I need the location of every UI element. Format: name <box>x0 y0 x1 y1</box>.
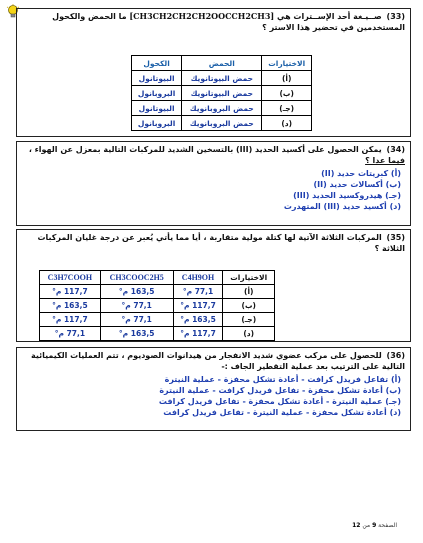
question-number: (36) <box>386 351 405 360</box>
question-36-options <box>22 374 401 418</box>
table-header-row <box>40 271 275 285</box>
value-cell: 117,7 م° <box>40 313 101 327</box>
ester-formula: [CH3CH2CH2CH2OOCCH2CH3] <box>129 11 275 21</box>
option-a[interactable]: (أ) كبريتات حديد (II) <box>321 169 401 178</box>
acid-cell: حمض البروبانويك <box>182 116 262 131</box>
page-number: 9 <box>372 522 377 529</box>
choice-label: (أ) <box>223 285 275 299</box>
choice-label: (ب) <box>262 86 312 101</box>
option-d[interactable]: (د) أكسيد حديد (III) المتهدرت <box>283 202 401 211</box>
table-row[interactable] <box>132 116 312 131</box>
value-cell: 163,5 م° <box>40 299 101 313</box>
question-33-text <box>22 11 405 33</box>
question-33 <box>16 8 411 137</box>
table-row[interactable] <box>40 313 275 327</box>
question-35-options-table <box>39 270 275 341</box>
choice-label: (أ) <box>262 71 312 86</box>
value-cell: 163,5 م° <box>173 313 223 327</box>
table-row[interactable] <box>132 101 312 116</box>
question-number: (33) <box>386 12 405 21</box>
value-cell: 117,7 م° <box>173 299 223 313</box>
value-cell: 77,1 م° <box>100 313 173 327</box>
question-36 <box>16 347 411 431</box>
table-row[interactable] <box>132 86 312 101</box>
choice-label: (د) <box>223 327 275 341</box>
choice-label: (جـ) <box>223 313 275 327</box>
question-34-options <box>22 168 401 212</box>
table-header-row <box>132 56 312 71</box>
question-33-text-after: ما الحمض والكحول المستخدمين في تحضير هذا الاستر ؟ <box>52 12 405 32</box>
option-a[interactable]: (أ) تفاعل فريدل كرافت - أعادة تشكل محفزة - عملية النيترة <box>164 375 401 384</box>
value-cell: 117,7 م° <box>173 327 223 341</box>
value-cell: 77,1 م° <box>40 327 101 341</box>
alcohol-cell: البروبانول <box>132 86 182 101</box>
option-b[interactable]: (ب) أعادة تشكل محفزة - تفاعل فريدل كرافت - عملية النيترة <box>159 386 401 395</box>
header-choices: الاختيارات <box>223 271 275 285</box>
question-35 <box>16 229 411 342</box>
footer-of: من <box>362 522 371 529</box>
page-total: 12 <box>352 522 361 529</box>
question-number: (34) <box>386 145 405 154</box>
acid-cell: حمض البيوتانويك <box>182 71 262 86</box>
header-choices: الاختيارات <box>262 56 312 71</box>
question-34-text <box>22 144 405 166</box>
question-number: (35) <box>386 233 405 242</box>
alcohol-cell: البيوتانول <box>132 101 182 116</box>
question-34-except: فيما عدا ؟ <box>365 156 405 165</box>
table-row[interactable] <box>40 327 275 341</box>
header-butanoic-acid: C3H7COOH <box>40 271 101 285</box>
question-35-body: المركبات الثلاثة الآتية لها كتلة مولية متقاربة ، أيا مما يأتي يُعبر عن درجة غليان المركبات الثلاثة ؟ <box>37 233 405 253</box>
header-alcohol: الكحول <box>132 56 182 71</box>
footer-label: الصفحة <box>378 522 397 529</box>
option-c[interactable]: (جـ) هيدروكسيد الحديد (III) <box>293 191 401 200</box>
header-ethyl-acetate: CH3COOC2H5 <box>100 271 173 285</box>
value-cell: 117,7 م° <box>40 285 101 299</box>
option-c[interactable]: (جـ) عملية النيترة - أعادة تشكل محفزة - تفاعل فريدل كرافت <box>158 397 401 406</box>
option-b[interactable]: (ب) أكسالات حديد (II) <box>313 180 401 189</box>
question-36-body: للحصول على مركب عضوي شديد الانفجار من هيدانوات الصوديوم ، تتم العمليات الكيميائية التالية على الترتيب بعد عملية التقطير الجاف :- <box>30 351 405 371</box>
choice-label: (د) <box>262 116 312 131</box>
question-34-body: يمكن الحصول على أكسيد الحديد (III) بالتسخين الشديد للمركبات التالية بمعزل عن الهواء ، <box>28 145 382 154</box>
page-footer <box>317 522 397 529</box>
table-row[interactable] <box>40 299 275 313</box>
value-cell: 163,5 م° <box>100 285 173 299</box>
alcohol-cell: البروبانول <box>132 116 182 131</box>
acid-cell: حمض البيوتانويك <box>182 86 262 101</box>
question-35-text <box>22 232 405 254</box>
value-cell: 77,1 م° <box>173 285 223 299</box>
acid-cell: حمض البروبانويك <box>182 101 262 116</box>
question-33-options-table <box>131 55 312 131</box>
question-33-text-before: صــيـغة أحد الإســترات هي <box>274 12 382 21</box>
option-d[interactable]: (د) أعادة تشكل محفزة - عملية النيترة - تفاعل فريدل كرافت <box>163 408 401 417</box>
alcohol-cell: البيوتانول <box>132 71 182 86</box>
question-36-text <box>22 350 405 372</box>
choice-label: (جـ) <box>262 101 312 116</box>
table-row[interactable] <box>132 71 312 86</box>
question-34 <box>16 141 411 226</box>
value-cell: 77,1 م° <box>100 299 173 313</box>
header-acid: الحمض <box>182 56 262 71</box>
table-row[interactable] <box>40 285 275 299</box>
value-cell: 163,5 م° <box>100 327 173 341</box>
header-butanol: C4H9OH <box>173 271 223 285</box>
choice-label: (ب) <box>223 299 275 313</box>
